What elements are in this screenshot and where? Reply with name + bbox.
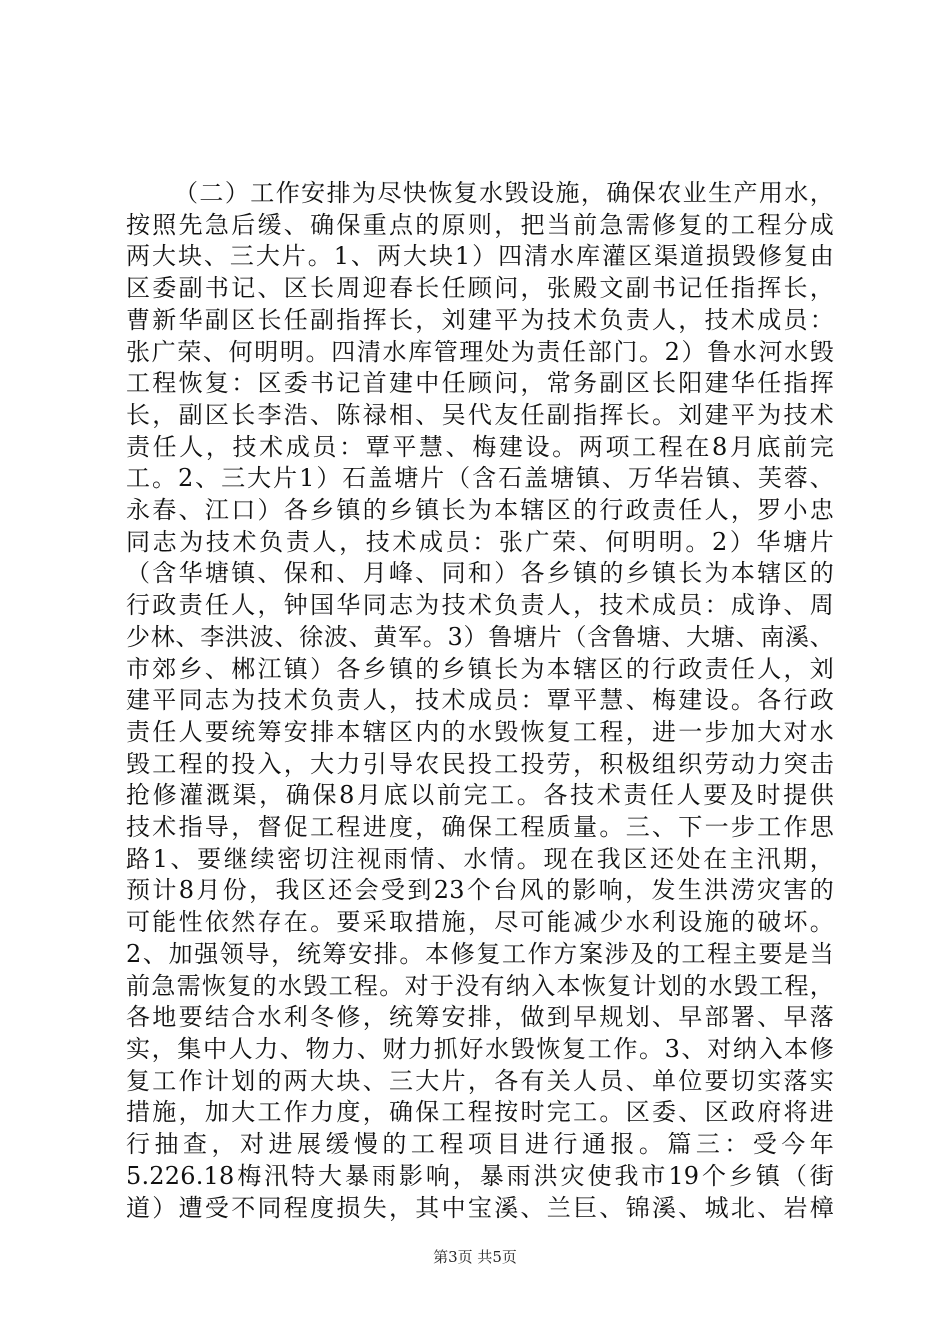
text-line: 责任人，技术成员：覃平慧、梅建设。两项工程在8月底前完	[126, 432, 834, 461]
text-line: 区委副书记、区长周迎春长任顾问，张殿文副书记任指挥长，	[126, 274, 834, 303]
text-line: 毁工程的投入，大力引导农民投工投劳，积极组织劳动力突击	[126, 749, 834, 778]
body-paragraph	[126, 178, 834, 1224]
text-line: 建平同志为技术负责人，技术成员：覃平慧、梅建设。各行政	[126, 686, 834, 715]
text-line: 路1、要继续密切注视雨情、水情。现在我区还处在主汛期，	[126, 844, 834, 873]
text-line: 复工作计划的两大块、三大片，各有关人员、单位要切实落实	[126, 1066, 834, 1095]
text-line: 5.226.18梅汛特大暴雨影响，暴雨洪灾使我市19个乡镇（街	[126, 1161, 834, 1190]
text-line: 长，副区长李浩、陈禄相、吴代友任副指挥长。刘建平为技术	[126, 400, 834, 429]
text-line: 道）遭受不同程度损失，其中宝溪、兰巨、锦溪、城北、岩樟	[126, 1193, 834, 1222]
text-line: 预计8月份，我区还会受到23个台风的影响，发生洪涝灾害的	[126, 876, 834, 905]
text-line: 工程恢复：区委书记首建中任顾问，常务副区长阳建华任指挥	[126, 369, 834, 398]
text-line: 2、加强领导，统筹安排。本修复工作方案涉及的工程主要是当	[126, 939, 834, 968]
text-line: 前急需恢复的水毁工程。对于没有纳入本恢复计划的水毁工程，	[126, 971, 834, 1000]
text-line: 责任人要统筹安排本辖区内的水毁恢复工程，进一步加大对水	[126, 717, 834, 746]
text-line: 行政责任人，钟国华同志为技术负责人，技术成员：成诤、周	[126, 591, 834, 620]
text-line: 可能性依然存在。要采取措施，尽可能减少水利设施的破坏。	[126, 908, 834, 937]
text-line: 按照先急后缓、确保重点的原则，把当前急需修复的工程分成	[126, 210, 834, 239]
text-line: 少林、李洪波、徐波、黄军。3）鲁塘片（含鲁塘、大塘、南溪、	[126, 622, 834, 651]
text-line: 抢修灌溉渠，确保8月底以前完工。各技术责任人要及时提供	[126, 781, 834, 810]
text-line: 措施，加大工作力度，确保工程按时完工。区委、区政府将进	[126, 1098, 834, 1127]
text-line: 工。2、三大片1）石盖塘片（含石盖塘镇、万华岩镇、芙蓉、	[126, 464, 834, 493]
page-footer: 第3页 共5页	[433, 1248, 517, 1266]
text-line: 两大块、三大片。1、两大块1）四清水库灌区渠道损毁修复由	[126, 242, 834, 271]
text-line: （含华塘镇、保和、月峰、同和）各乡镇的乡镇长为本辖区的	[126, 559, 834, 588]
text-line: 曹新华副区长任副指挥长，刘建平为技术负责人，技术成员：	[126, 305, 834, 334]
text-line: 永春、江口）各乡镇的乡镇长为本辖区的行政责任人，罗小忠	[126, 496, 834, 525]
text-line: 市郊乡、郴江镇）各乡镇的乡镇长为本辖区的行政责任人，刘	[126, 654, 834, 683]
text-line: 各地要结合水利冬修，统筹安排，做到早规划、早部署、早落	[126, 1003, 834, 1032]
text-line: 实，集中人力、物力、财力抓好水毁恢复工作。3、对纳入本修	[126, 1034, 834, 1063]
text-line: 行抽查，对进展缓慢的工程项目进行通报。篇三：受今年	[126, 1130, 834, 1159]
text-line: 技术指导，督促工程进度，确保工程质量。三、下一步工作思	[126, 813, 834, 842]
text-line: 同志为技术负责人，技术成员：张广荣、何明明。2）华塘片	[126, 527, 834, 556]
text-line: （二）工作安排为尽快恢复水毁设施，确保农业生产用水，	[174, 179, 834, 207]
text-line: 张广荣、何明明。四清水库管理处为责任部门。2）鲁水河水毁	[126, 337, 834, 366]
